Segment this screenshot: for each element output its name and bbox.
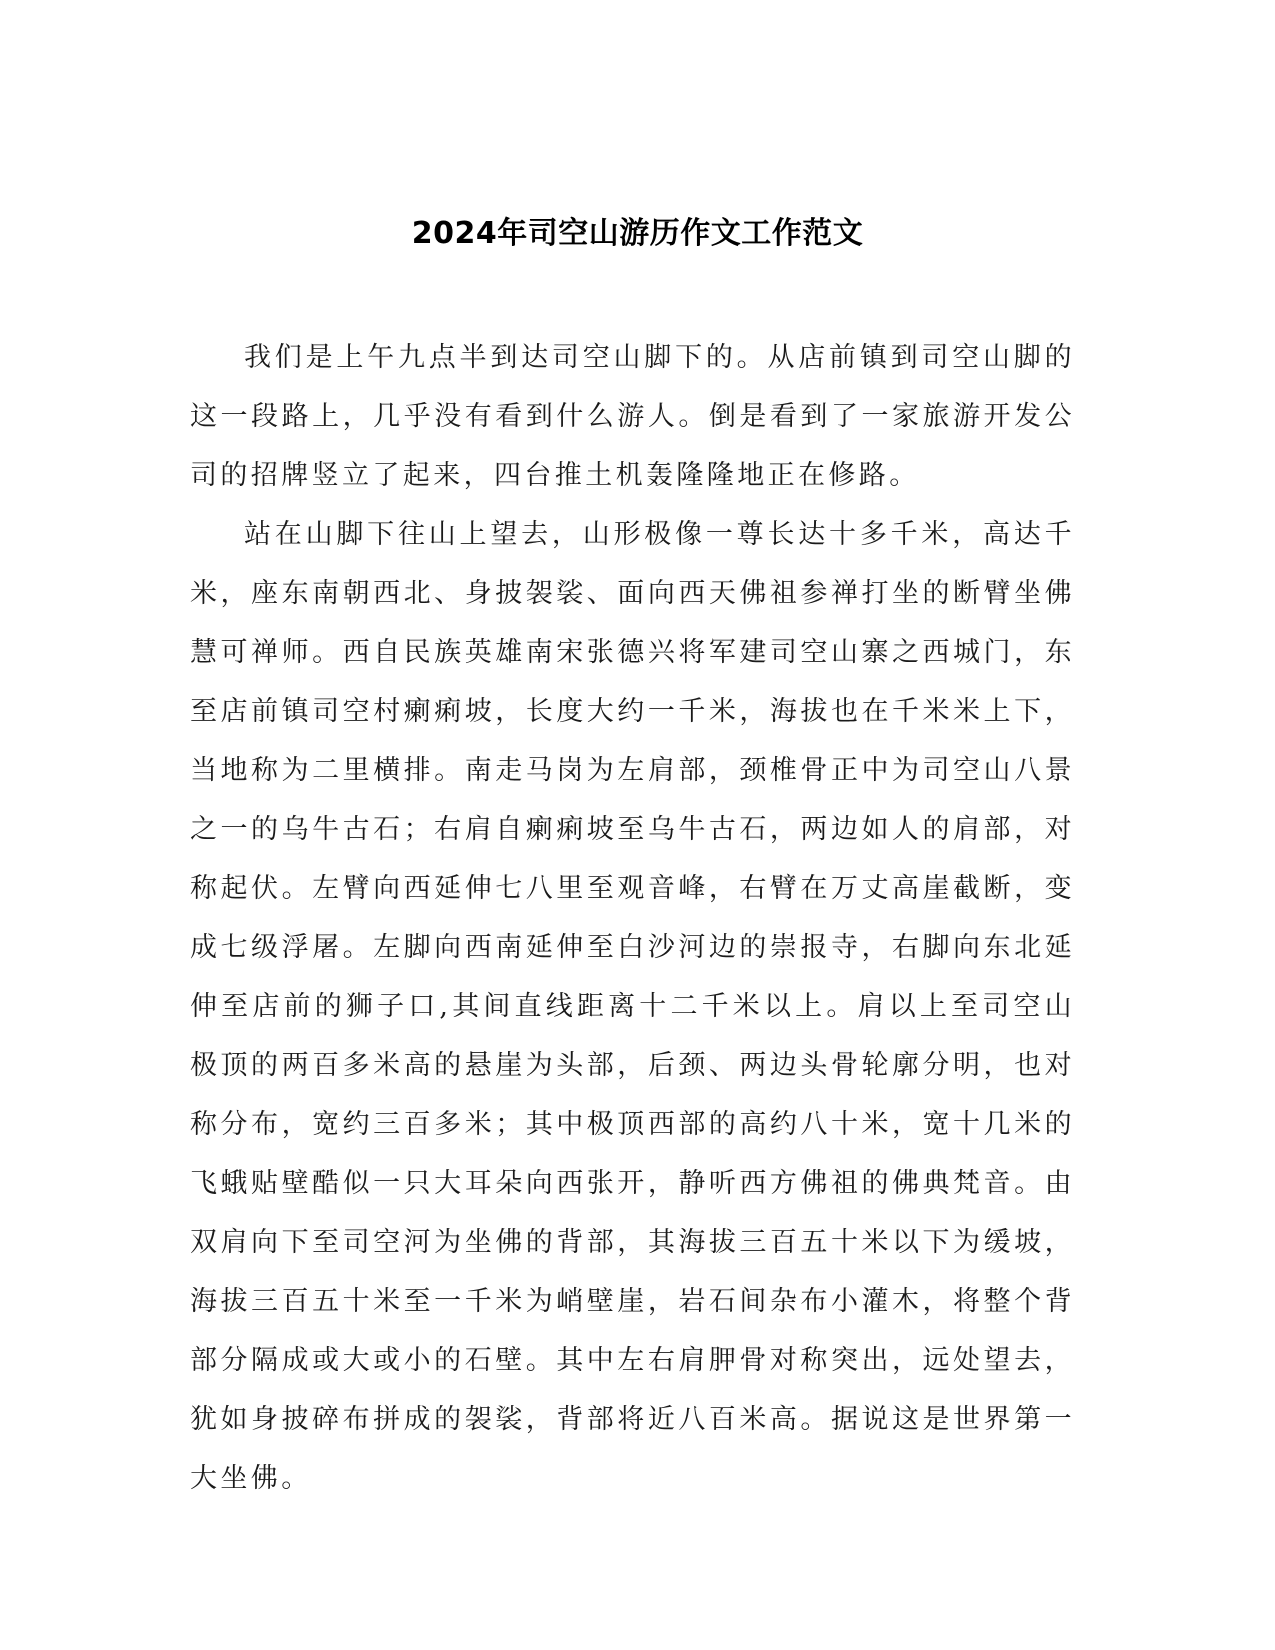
- paragraph-2: 站在山脚下往山上望去，山形极像一尊长达十多千米，高达千米，座东南朝西北、身披袈裟、面向西天佛祖参禅打坐的断臂坐佛慧可禅师。西自民族英雄南宋张德兴将军建司空山寨之西城门，东至店前镇司空村瘌痢坡，长度大约一千米，海拔也在千米米上下，当地称为二里横排。南走马岗为左肩部，颈椎骨正中为司空山八景之一的乌牛古石；右肩自瘌痢坡至乌牛古石，两边如人的肩部，对称起伏。左臂向西延伸七八里至观音峰，右臂在万丈高崖截断，变成七级浮屠。左脚向西南延伸至白沙河边的崇报寺，右脚向东北延伸至店前的狮子口,其间直线距离十二千米以上。肩以上至司空山极顶的两百多米高的悬崖为头部，后颈、两边头骨轮廓分明，也对称分布，宽约三百多米；其中极顶西部的高约八十米，宽十几米的飞蛾贴壁酷似一只大耳朵向西张开，静听西方佛祖的佛典梵音。由双肩向下至司空河为坐佛的背部，其海拔三百五十米以下为缓坡，海拔三百五十米至一千米为峭壁崖，岩石间杂布小灌木，将整个背部分隔成或大或小的石壁。其中左右肩胛骨对称突出，远处望去，犹如身披碎布拼成的袈裟，背部将近八百米高。据说这是世界第一大坐佛。: [190, 519, 1075, 1494]
- paragraph-1: 我们是上午九点半到达司空山脚下的。从店前镇到司空山脚的这一段路上，几乎没有看到什么游人。倒是看到了一家旅游开发公司的招牌竖立了起来，四台推土机轰隆隆地正在修路。: [190, 342, 1075, 491]
- document-title: 2024年司空山游历作文工作范文: [411, 216, 864, 251]
- document-body: [190, 328, 1075, 1508]
